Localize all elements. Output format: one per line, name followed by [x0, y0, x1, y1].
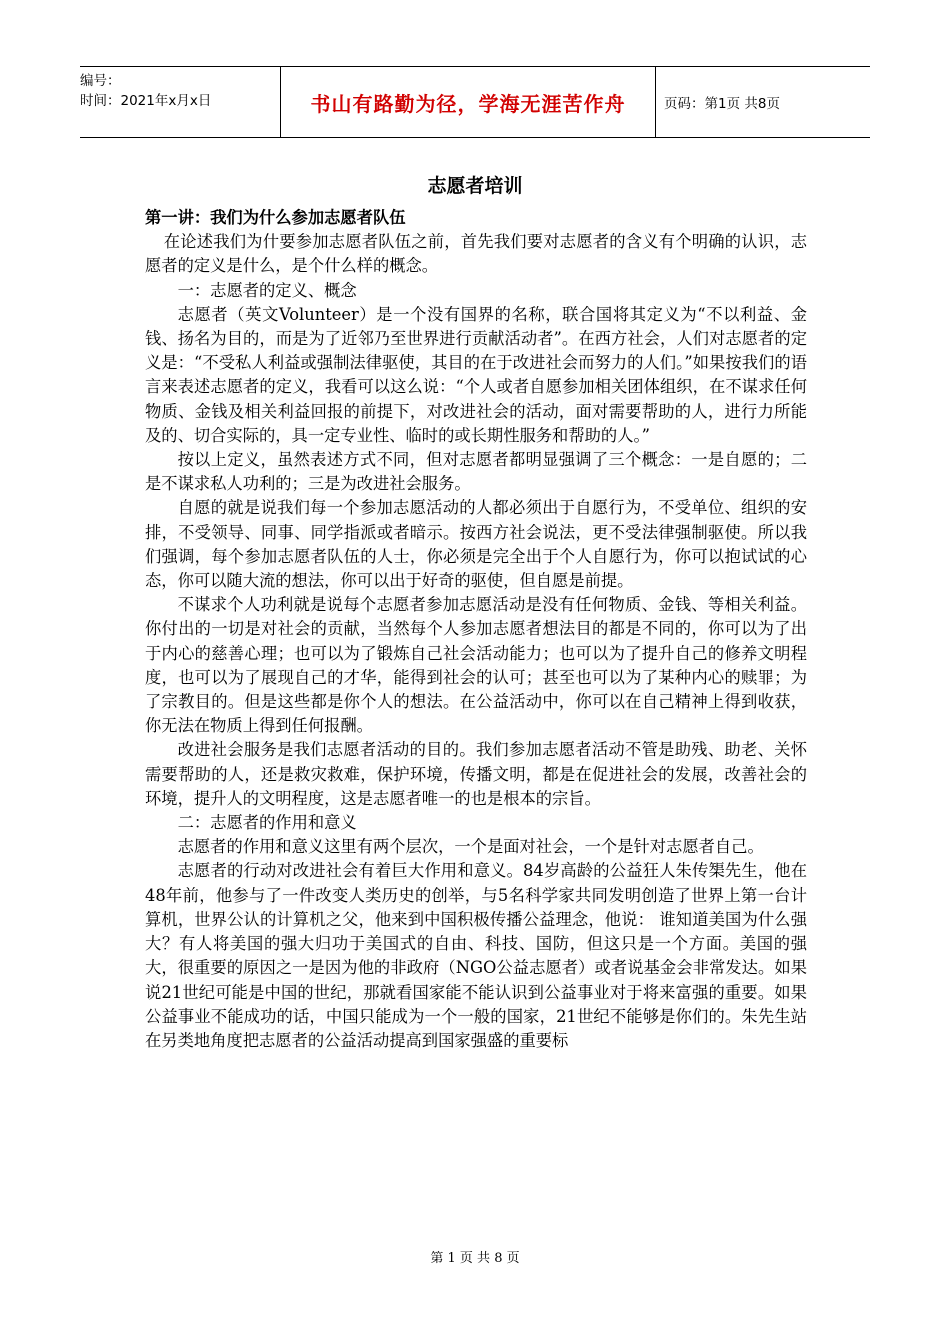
header-motto-cell	[280, 67, 656, 137]
document-body	[145, 206, 807, 1053]
lecture-heading: 第一讲：我们为什么参加志愿者队伍	[145, 208, 406, 227]
section-heading: 二：志愿者的作用和意义	[177, 813, 357, 833]
header-meta	[80, 67, 280, 141]
paragraph: 按以上定义，虽然表述方式不同，但对志愿者都明显强调了三个概念：一是自愿的；二是不谋求私人功利的；三是为改进社会服务。	[145, 450, 807, 494]
document-number-label: 编号：	[80, 73, 121, 89]
header-page-info-cell	[656, 67, 878, 137]
paragraph: 改进社会服务是我们志愿者活动的目的。我们参加志愿者活动不管是助残、助老、关怀需要帮助的人，还是救灾救难，保护环境，传播文明，都是在促进社会的发展，改善社会的环境，提升人的文明程度，这是志愿者唯一的也是根本的宗旨。	[145, 740, 807, 808]
page-header	[80, 66, 870, 138]
page-footer: 第 1 页 共 8 页	[430, 1251, 520, 1266]
document-time-label: 时间：2021年x月x日	[80, 93, 212, 109]
header-motto: 书山有路勤为径，学海无涯苦作舟	[310, 91, 626, 116]
header-page-info: 页码：第1页 共8页	[664, 96, 780, 112]
paragraph: 自愿的就是说我们每一个参加志愿活动的人都必须出于自愿行为，不受单位、组织的安排，不受领导、同事、同学指派或者暗示。按西方社会说法，更不受法律强制驱使。所以我们强调，每个参加志愿者队伍的人士，你必须是完全出于个人自愿行为，你可以抱试试的心态，你可以随大流的想法，你可以出于好奇的驱使，但自愿是前提。	[145, 498, 807, 591]
document-title: 志愿者培训	[427, 175, 523, 197]
paragraph: 志愿者的作用和意义这里有两个层次，一个是面对社会，一个是针对志愿者自己。	[177, 837, 764, 857]
section-heading: 一：志愿者的定义、概念	[177, 280, 357, 300]
paragraph: 在论述我们为什要参加志愿者队伍之前，首先我们要对志愿者的含义有个明确的认识，志愿者的定义是什么，是个什么样的概念。	[145, 232, 807, 276]
paragraph: 志愿者（英文Volunteer）是一个没有国界的名称，联合国将其定义为“不以利益、金钱、扬名为目的，而是为了近邻乃至世界进行贡献活动者”。在西方社会，人们对志愿者的定义是：“不受私人利益或强制法律驱使，其目的在于改进社会而努力的人们。”如果按我们的语言来表述志愿者的定义，我看可以这么说：“个人或者自愿参加相关团体组织，在不谋求任何物质、金钱及相关利益回报的前提下，对改进社会的活动，面对需要帮助的人，进行力所能及的、切合实际的，具一定专业性、临时的或长期性服务和帮助的人。”	[145, 304, 807, 445]
paragraph: 不谋求个人功利就是说每个志愿者参加志愿活动是没有任何物质、金钱、等相关利益。你付出的一切是对社会的贡献，当然每个人参加志愿者想法目的都是不同的，你可以为了出于内心的慈善心理；也可以为了锻炼自己社会活动能力；也可以为了提升自己的修养文明程度，也可以为了展现自己的才华，能得到社会的认可；甚至也可以为了某种内心的赎罪；为了宗教目的。但是这些都是你个人的想法。在公益活动中，你可以在自己精神上得到收获，你无法在物质上得到任何报酬。	[145, 595, 807, 736]
paragraph: 志愿者的行动对改进社会有着巨大作用和意义。84岁高龄的公益狂人朱传榘先生，他在48年前，他参与了一件改变人类历史的创举，与5名科学家共同发明创造了世界上第一台计算机，世界公认的计算机之父，他来到中国积极传播公益理念，他说： 谁知道美国为什么强大？有人将美国的强大归功于美国式的自由、科技、国防，但这只是一个方面。美国的强大，很重要的原因之一是因为他的非政府（NGO公益志愿者）或者说基金会非常发达。如果说21世纪可能是中国的世纪，那就看国家能不能认识到公益事业对于将来富强的重要。如果公益事业不能成功的话，中国只能成为一个一般的国家，21世纪不能够是你们的。朱先生站在另类地角度把志愿者的公益活动提高到国家强盛的重要标	[145, 861, 807, 1050]
